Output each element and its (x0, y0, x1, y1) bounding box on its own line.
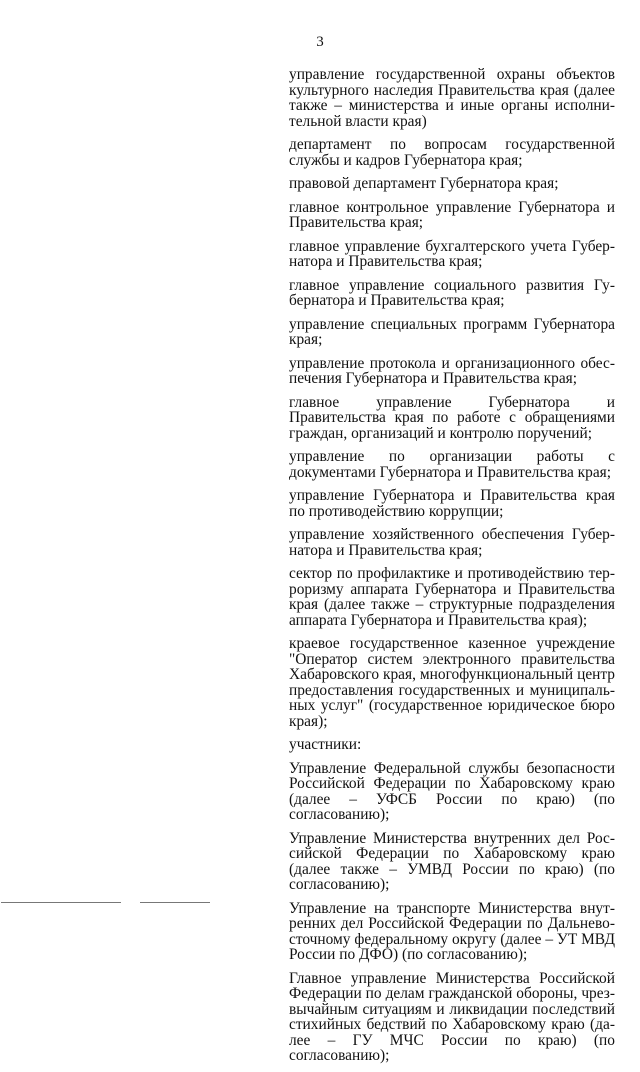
list-item: правовой департамент Губернатора края; (289, 175, 559, 192)
list-item: Главное управление Министерства Российской Федерации по делам гражданской обороны, чрезвычайным ситуациям и ликвидации последствий стихийных бедствий по Хабаровскому краю (далее – ГУ МЧС России по краю) (по согласованию); (289, 969, 615, 1064)
list-item: Управление Федеральной службы безопасности Российской Федерации по Хабаровскому краю (далее – УФСБ России по краю) (по согласованию); (289, 759, 615, 823)
list-item: управление хозяйственного обеспечения Губернатора и Правительства края; (289, 526, 615, 559)
list-item: главное управление бухгалтерского учета Губернатора и Правительства края; (289, 237, 615, 270)
list-item: управление государственной охраны объектов культурного наследия Правительства края (далее также – министерства и иные органы исполнительной власти края) (289, 66, 615, 130)
list-item: Управление Министерства внутренних дел Российской Федерации по Хабаровскому краю (далее также – УМВД России по краю) (по согласованию); (289, 829, 615, 893)
list-item: главное управление социального развития Губернатора и Правительства края; (289, 276, 615, 309)
list-item: краевое государственное казенное учреждение "Оператор систем электронного правительства Хабаровского края, многофункциональный центр предоставления государственных и муниципальных услуг" (государственное юридическое бюро края); (289, 635, 615, 730)
list-item: управление специальных программ Губернатора края; (289, 315, 615, 348)
list-item: Управление на транспорте Министерства внутренних дел Российской Федерации по Дальневосточному федеральному округу (далее – УТ МВД России по ДФО) (по согласованию); (289, 899, 615, 963)
list-item: сектор по профилактике и противодействию терроризму аппарата Губернатора и Правительства края (далее также – структурные подразделения аппарата Губернатора и Правительства края); (289, 565, 615, 629)
list-item: управление протокола и организационного обеспечения Губернатора и Правительства края; (289, 354, 615, 387)
scan-edge-mark (140, 902, 210, 903)
list-item: главное управление Губернатора и Правительства края по работе с обращениями граждан, организаций и контролю поручений; (289, 393, 615, 442)
list-item: главное контрольное управление Губернатора и Правительства края; (289, 198, 615, 231)
participants-list (289, 67, 615, 1072)
list-item: управление по организации работы с документами Губернатора и Правительства края; (289, 448, 615, 481)
section-label-participants: участники: (289, 736, 362, 753)
list-item: управление Губернатора и Правительства края по противодействию коррупции; (289, 487, 615, 520)
list-item: департамент по вопросам государственной службы и кадров Губернатора края; (289, 136, 615, 169)
page-number: 3 (316, 34, 324, 50)
scan-edge-mark (1, 902, 121, 903)
